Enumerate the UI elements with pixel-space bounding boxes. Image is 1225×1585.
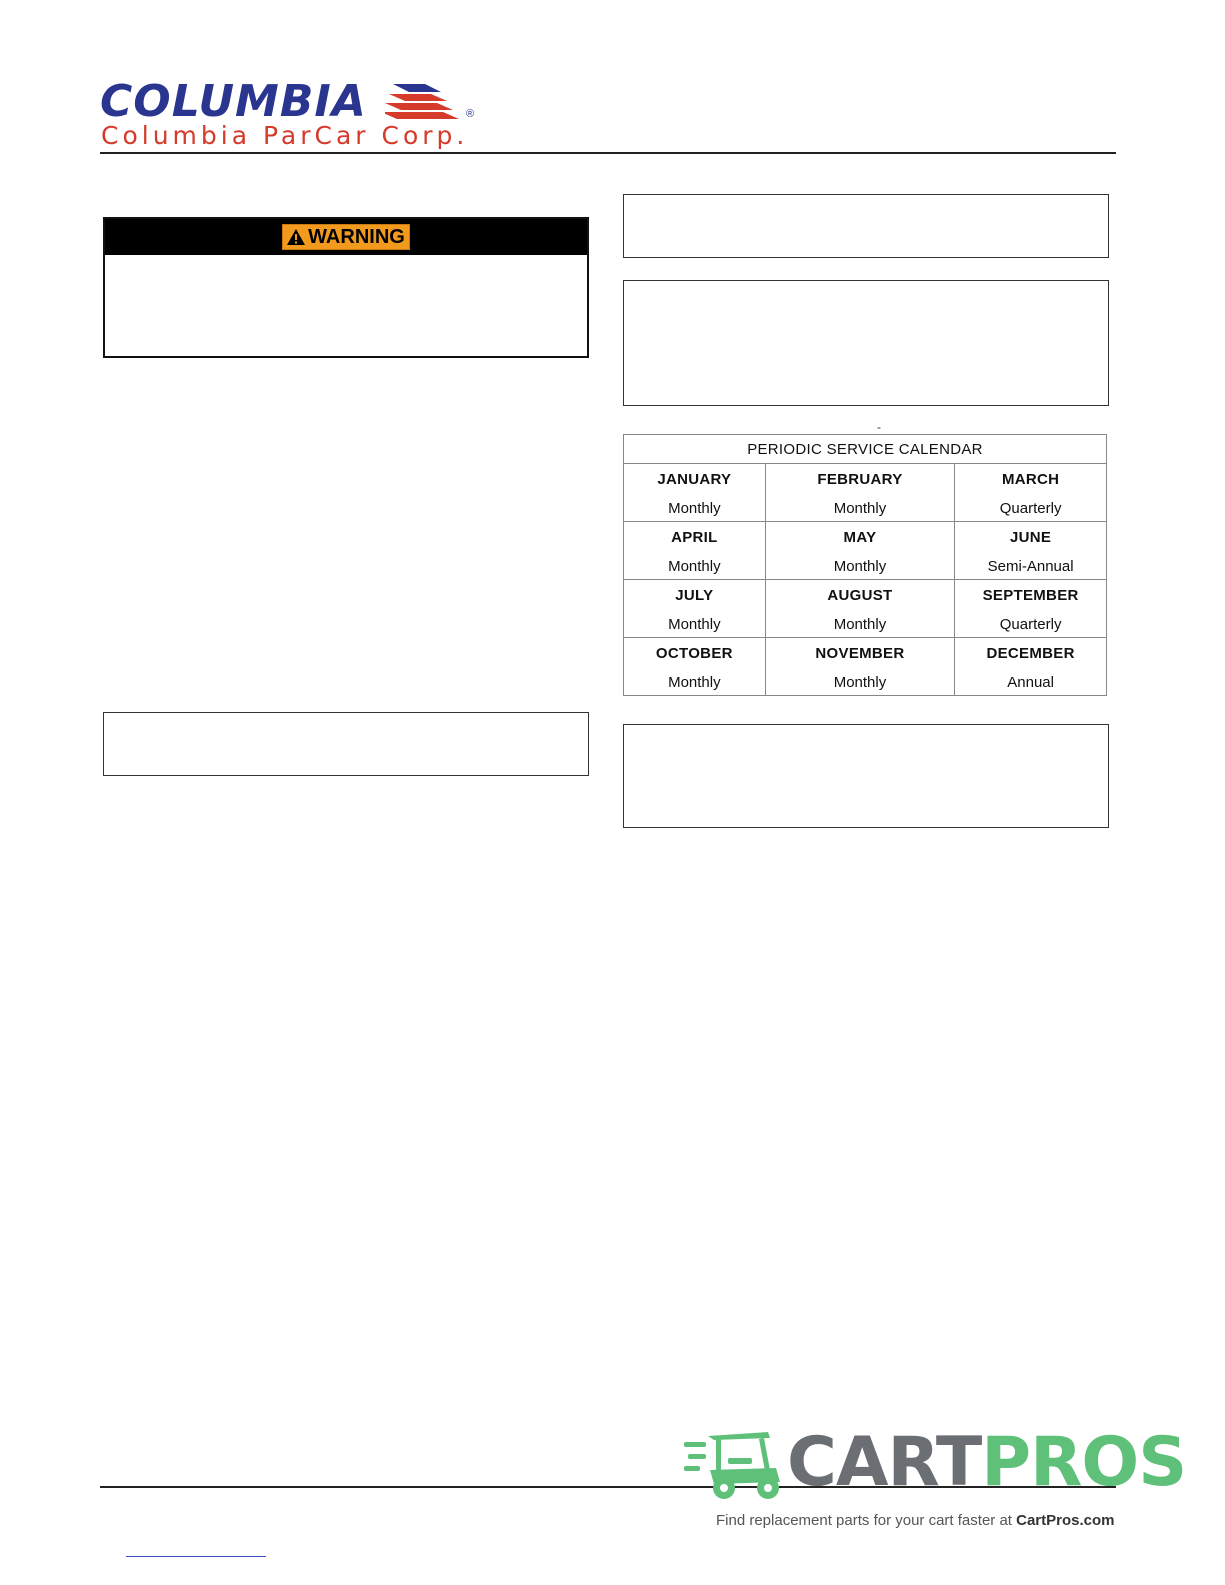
month-label: JANUARY <box>657 471 732 488</box>
header-divider <box>100 152 1116 154</box>
service-frequency: Monthly <box>833 558 887 575</box>
columbia-logo-stripes-icon <box>385 84 465 120</box>
dash-mark: - <box>877 420 881 434</box>
service-frequency: Monthly <box>668 616 721 633</box>
service-frequency: Monthly <box>668 500 721 517</box>
month-label: JULY <box>675 587 714 604</box>
cartpros-tagline <box>716 1512 1115 1529</box>
month-label: FEBRUARY <box>817 471 903 488</box>
cartpros-logo-cart: CART <box>787 1423 982 1502</box>
month-label: DECEMBER <box>986 645 1075 662</box>
golf-cart-icon <box>684 1430 784 1502</box>
month-label: SEPTEMBER <box>982 587 1079 604</box>
calendar-row <box>624 638 1107 696</box>
calendar-cell <box>624 638 766 696</box>
calendar-cell <box>624 522 766 580</box>
service-frequency: Quarterly <box>999 616 1062 633</box>
calendar-row <box>624 464 1107 522</box>
service-frequency: Monthly <box>833 616 887 633</box>
calendar-cell <box>955 638 1107 696</box>
month-label: JUNE <box>1010 529 1052 546</box>
calendar-cell <box>765 638 955 696</box>
service-frequency: Monthly <box>668 558 721 575</box>
footer-link-underline[interactable] <box>126 1556 266 1557</box>
calendar-cell <box>624 464 766 522</box>
periodic-service-calendar <box>623 434 1107 696</box>
month-label: MAY <box>843 529 877 546</box>
service-frequency: Quarterly <box>999 500 1062 517</box>
service-frequency: Annual <box>1007 674 1054 691</box>
columbia-logo-wordmark: COLUMBIA <box>100 76 367 127</box>
calendar-cell <box>624 580 766 638</box>
note-box-right-middle <box>623 280 1109 406</box>
month-label: OCTOBER <box>655 645 733 662</box>
columbia-logo-subtitle: Columbia ParCar Corp. <box>101 121 469 150</box>
month-label: AUGUST <box>827 587 893 604</box>
cartpros-site-link[interactable]: CartPros.com <box>1016 1512 1115 1529</box>
warning-box <box>103 217 589 358</box>
cartpros-logo-pros: PROS <box>981 1423 1187 1502</box>
cartpros-logo-wordmark <box>787 1423 1187 1502</box>
month-label: APRIL <box>671 529 718 546</box>
warning-header <box>105 219 587 255</box>
month-label: NOVEMBER <box>815 645 905 662</box>
warning-label: WARNING <box>308 225 405 248</box>
service-frequency: Monthly <box>833 500 887 517</box>
calendar-cell <box>765 522 955 580</box>
calendar-cell <box>765 580 955 638</box>
note-box-right-bottom <box>623 724 1109 828</box>
calendar-cell <box>765 464 955 522</box>
service-frequency: Monthly <box>833 674 887 691</box>
registered-mark: ® <box>466 108 475 120</box>
month-label: MARCH <box>1001 471 1060 488</box>
calendar-row <box>624 580 1107 638</box>
calendar-title: PERIODIC SERVICE CALENDAR <box>624 435 1107 464</box>
service-frequency: Monthly <box>668 674 721 691</box>
note-box-left-bottom <box>103 712 589 776</box>
cartpros-tagline-text: Find replacement parts for your cart faster at <box>716 1512 1017 1529</box>
calendar-cell <box>955 522 1107 580</box>
note-box-right-top <box>623 194 1109 258</box>
calendar-cell <box>955 580 1107 638</box>
calendar-cell <box>955 464 1107 522</box>
warning-badge <box>282 224 410 250</box>
warning-triangle-icon <box>286 228 306 246</box>
service-frequency: Semi-Annual <box>987 558 1074 575</box>
calendar-row <box>624 522 1107 580</box>
